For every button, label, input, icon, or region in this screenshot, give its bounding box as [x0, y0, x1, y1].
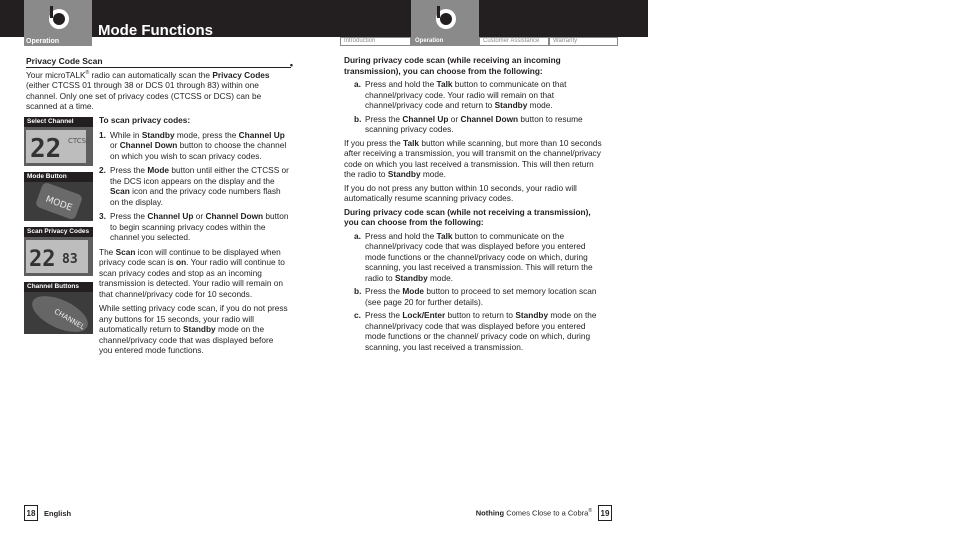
tab-introduction[interactable]: Introduction: [340, 37, 411, 46]
svg-text:CHANNEL: CHANNEL: [52, 307, 87, 332]
mode-button-image: [24, 182, 93, 221]
tab-operation[interactable]: Operation: [411, 37, 479, 46]
thumb-mode-button: [24, 172, 93, 221]
not-receiving-heading: During privacy code scan (while not receiving a transmission), you can choose from the following:: [344, 206, 591, 227]
channel-buttons-image: [24, 292, 93, 334]
thumb-label: Scan Privacy Codes: [24, 227, 93, 237]
talk-paragraph: If you press the Talk button while scanning, but more than 10 seconds after receiving a transmission, you will transmit on the channel/privacy code on which you last received a transmission. This will then return the radio to Standby mode.: [344, 137, 602, 179]
intro-paragraph: Your microTALK® radio can automatically scan the Privacy Codes (either CTCSS 01 through 38 or DCS 01 through 83) within one channel. Only one set of privacy codes (CTCSS or DCS) can be scanned at a time.: [26, 69, 270, 112]
not-receiving-option-a: a. Press and hold the Talk button to communicate on the channel/privacy code that was displayed before you entered mode functions or the channel/privacy code on which, during scanning, you last received a transmission. This will return the radio to Standby mode.: [354, 230, 593, 283]
receiving-heading: During privacy code scan (while receiving an incoming transmission), you can choose from the following:: [344, 55, 561, 76]
not-receiving-option-b: b. Press the Mode button to proceed to set memory location scan (see page 20 for further details).: [354, 286, 597, 307]
section-tabs: [340, 37, 618, 45]
receiving-option-a: a. Press and hold the Talk button to communicate on that channel/privacy code. Your radio will remain on that channel/privacy code and return to Standby mode.: [354, 79, 567, 110]
auto-resume-paragraph: If you do not press any button within 10 seconds, your radio will automatically resume scanning privacy codes.: [344, 182, 577, 203]
timeout-paragraph: While setting privacy code scan, if you do not press any buttons for 15 seconds, your radio will automatically return to Standby mode on the channel/privacy code that was displayed before you entered mode functions.: [99, 303, 288, 355]
page-title: Mode Functions: [98, 22, 213, 39]
cobra-logo-icon: [46, 6, 72, 30]
footer-left: [24, 505, 71, 521]
footer-language: English: [44, 508, 72, 518]
right-column: [344, 55, 604, 355]
step-2: 2. Press the Mode button until either the CTCSS or the DCS icon appears on the display and the Scan icon and the privacy code numbers flash on the display.: [99, 165, 289, 207]
operation-tab-label: Operation: [26, 38, 60, 45]
thumb-label: Select Channel: [24, 117, 93, 127]
svg-text:22: 22: [30, 134, 62, 164]
svg-text:83: 83: [62, 252, 78, 267]
thumb-label: Mode Button: [24, 172, 93, 182]
scan-icon-paragraph: The Scan icon will continue to be displayed when privacy code scan is on. Your radio will continue to scan privacy codes and stop as an incoming transmission is detected. Your radio will remain on that channel/privacy code for 10 seconds.: [99, 246, 285, 299]
page-number-left: 18: [24, 505, 38, 521]
tab-warranty[interactable]: Warranty: [549, 37, 618, 46]
footer-right: [476, 505, 612, 521]
thumbnail-column: [24, 117, 93, 340]
heading-bullet: •: [289, 60, 293, 70]
thumb-select-channel: [24, 117, 93, 166]
operation-tab-left[interactable]: [24, 0, 92, 46]
lcd-display-image: [24, 127, 93, 166]
page-number-right: 19: [598, 505, 612, 521]
thumb-channel-buttons: [24, 282, 93, 334]
not-receiving-option-c: c. Press the Lock/Enter button to return to Standby mode on the channel/privacy code that was displayed before you entered mode functions or the channel/ privacy code on which, during scanning, you last received a transmission.: [354, 310, 597, 352]
receiving-option-b: b. Press the Channel Up or Channel Down button to resume scanning privacy codes.: [354, 113, 583, 134]
svg-text:CTCSS: CTCSS: [68, 137, 91, 145]
thumb-label: Channel Buttons: [24, 282, 93, 292]
section-heading: [26, 56, 291, 68]
step-1: 1. While in Standby mode, press the Channel Up or Channel Down button to choose the channel on which you wish to scan privacy codes.: [99, 129, 287, 161]
cobra-logo-icon: [433, 6, 459, 30]
step-3: 3. Press the Channel Up or Channel Down button to begin scanning privacy codes within the channel you selected.: [99, 211, 289, 242]
thumb-scan-privacy-codes: [24, 227, 93, 276]
steps-heading: To scan privacy codes:: [99, 115, 191, 125]
steps-column: [99, 115, 289, 360]
tab-customer-assistance[interactable]: Customer Assistance: [479, 37, 549, 46]
svg-text:MODE: MODE: [44, 194, 74, 214]
svg-text:22: 22: [29, 247, 56, 272]
section-heading-text: Privacy Code Scan: [26, 56, 103, 66]
scan-display-image: [24, 237, 93, 276]
footer-tagline: Nothing Comes Close to a Cobra®: [475, 508, 592, 518]
